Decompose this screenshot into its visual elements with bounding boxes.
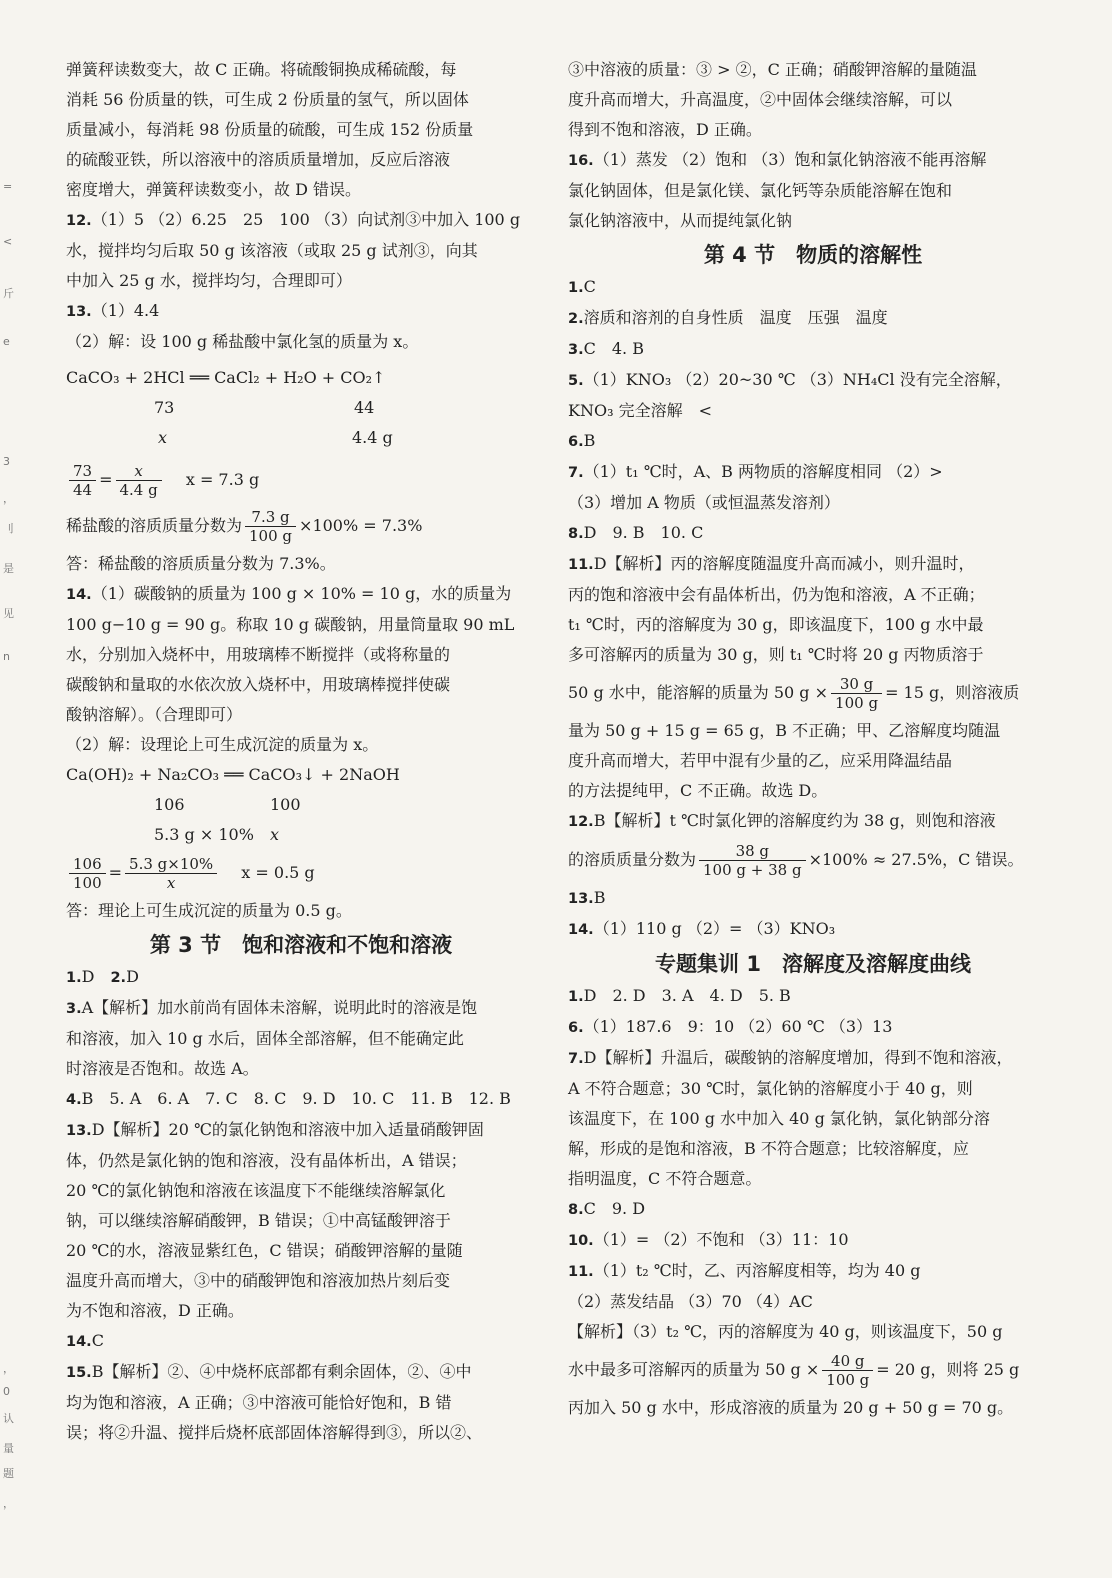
text-line <box>568 806 1058 837</box>
margin-mark: 刂 <box>3 522 14 535</box>
question-number: 1. <box>568 280 584 296</box>
line-text: C <box>583 277 596 296</box>
text-line <box>66 1115 536 1146</box>
question-number: 13. <box>66 1123 92 1139</box>
line-text: ③中溶液的质量：③ > ②，C 正确；硝酸钾溶解的量随温 <box>568 60 977 79</box>
text-line <box>568 549 1058 580</box>
text-line <box>568 396 1058 426</box>
q15-tail-q16 <box>568 55 1058 236</box>
line-text: 指明温度，C 不符合题意。 <box>568 1169 762 1188</box>
question-number: 13. <box>568 891 594 907</box>
question-number: 11. <box>568 1264 594 1280</box>
question-number: 6. <box>568 434 584 450</box>
answer-14: 答：理论上可生成沉淀的质量为 0.5 g。 <box>66 901 352 920</box>
eq14-mass-a: 106 <box>154 795 185 814</box>
question-number: 14. <box>66 1334 92 1350</box>
line-text: （1）蒸发 （2）饱和 （3）饱和氯化钠溶液不能再溶解 <box>593 150 987 169</box>
eq14-unknown-b: x <box>270 825 280 844</box>
line-text: 丙的饱和溶液中会有晶体析出，仍为饱和溶液，A 不正确； <box>568 585 985 604</box>
text-line <box>568 365 1058 396</box>
margin-mark: 题 <box>3 1467 14 1480</box>
line-text: B 5. A 6. A 7. C 8. C 9. D 10. C 11. B 12. B <box>81 1089 511 1108</box>
line-text: 水，分别加入烧杯中，用玻璃棒不断搅拌（或将称量的 <box>66 645 451 664</box>
line-text: 溶质和溶剂的自身性质 温度 压强 温度 <box>583 308 888 327</box>
text-line <box>66 205 536 236</box>
line-text: 解，形成的是饱和溶液，B 不符合题意；比较溶解度，应 <box>568 1139 969 1158</box>
question-number: 3. <box>568 342 584 358</box>
line-text: 钠，可以继续溶解硝酸钾，B 错误；①中高锰酸钾溶于 <box>66 1211 451 1230</box>
line-text: D 2. D 3. A 4. D 5. B <box>583 986 791 1005</box>
question-number: 3. <box>66 1001 82 1017</box>
margin-mark: 斤 <box>3 287 14 300</box>
line-text: 温度升高而增大，③中的硝酸钾饱和溶液加热片刻后变 <box>66 1271 451 1290</box>
text-line <box>66 175 536 205</box>
special-training-answers <box>568 981 1058 1347</box>
last-line: 丙加入 50 g 水中，形成溶液的质量为 20 g + 50 g = 70 g。 <box>568 1398 1014 1417</box>
text-line <box>568 1043 1058 1074</box>
q14 <box>66 579 536 760</box>
text-line <box>568 640 1058 670</box>
line-text: 中加入 25 g 水，搅拌均匀，合理即可） <box>66 271 352 290</box>
text-line <box>66 85 536 115</box>
section-4-answers <box>568 272 1058 670</box>
fraction-11: 50 g 水中，能溶解的质量为 50 g × $\frac{30 g}{100 g}$ = 15 g，则溶液质 <box>568 675 1020 712</box>
text-line <box>568 1317 1058 1347</box>
ratio-13: $\frac{73}{44}$ = $\frac{x}{4.4 g}$ x = 7.3 g <box>66 457 536 503</box>
line-text: B【解析】②、④中烧杯底部都有剩余固体，②、④中 <box>91 1362 472 1381</box>
margin-mark: 是 <box>3 562 14 575</box>
text-line <box>66 1146 536 1176</box>
margin-mark: = <box>3 180 13 193</box>
line-text: 的方法提纯甲，C 不正确。故选 D。 <box>568 781 828 800</box>
text-line <box>568 1012 1058 1043</box>
margin-mark: ， <box>3 1497 14 1510</box>
line-text: （1）110 g （2）= （3）KNO₃ <box>593 919 836 938</box>
text-line <box>66 962 536 993</box>
right-column <box>568 55 1058 1423</box>
question-number: 10. <box>568 1233 594 1249</box>
margin-mark: ， <box>3 492 14 505</box>
eq13-unknown-a: x <box>158 428 168 447</box>
text-line <box>66 700 536 730</box>
line-text: D <box>81 967 111 986</box>
margin-mark: n <box>3 650 10 663</box>
text-line <box>66 1054 536 1084</box>
line-text: C 9. D <box>583 1199 646 1218</box>
line-text: KNO₃ 完全溶解 < <box>568 401 712 420</box>
text-line <box>66 296 536 327</box>
margin-mark: ， <box>3 1362 14 1375</box>
equation-14-mass-rows <box>66 790 536 850</box>
question-number: 16. <box>568 153 594 169</box>
text-line <box>66 1357 536 1388</box>
line-text: 量为 50 g + 15 g = 65 g，B 不正确；甲、乙溶解度均随温 <box>568 721 1001 740</box>
line-text: 该温度下，在 100 g 水中加入 40 g 氯化钠，氯化钠部分溶 <box>568 1109 990 1128</box>
text-line <box>66 145 536 175</box>
text-line <box>66 730 536 760</box>
line-text: B <box>583 431 596 450</box>
margin-mark: 见 <box>3 607 14 620</box>
margin-mark: 量 <box>3 1442 14 1455</box>
equation-14: Ca(OH)₂ + Na₂CO₃ ══ CaCO₃↓ + 2NaOH <box>66 765 400 784</box>
fraction-12: 的溶质质量分数为 $\frac{38 g}{100 g + 38 g}$ ×100% ≈ 27.5%，C 错误。 <box>568 842 1024 879</box>
question-number: 6. <box>568 1020 584 1036</box>
section-3-answers <box>66 962 536 1448</box>
text-line <box>568 426 1058 457</box>
text-line <box>66 1266 536 1296</box>
eq14-mass-b: 100 <box>270 795 301 814</box>
eq13-unknown-b: 4.4 g <box>352 428 393 447</box>
question-number: 11. <box>568 557 594 573</box>
line-text: 【解析】（3）t₂ ℃，丙的溶解度为 40 g，则该温度下，50 g <box>568 1322 1003 1341</box>
fraction-z: 水中最多可溶解丙的质量为 50 g × $\frac{40 g}{100 g}$ = 20 g，则将 25 g <box>568 1352 1020 1389</box>
line-text: 酸钠溶解）。（合理即可） <box>66 705 243 724</box>
line-text: D【解析】20 ℃的氯化钠饱和溶液中加入适量硝酸钾固 <box>91 1120 484 1139</box>
special-training-heading: 专题集训 1 溶解度及溶解度曲线 <box>655 952 971 976</box>
text-line <box>66 1296 536 1326</box>
question-number: 14. <box>568 922 594 938</box>
line-text: 水，搅拌均匀后取 50 g 该溶液（或取 25 g 试剂③，向其 <box>66 241 478 260</box>
text-line <box>568 746 1058 776</box>
question-number: 12. <box>66 213 92 229</box>
eq13-mass-b: 44 <box>354 398 375 417</box>
q13-q14 <box>568 883 1058 945</box>
text-line <box>66 993 536 1024</box>
line-text: 密度增大，弹簧秤读数变小，故 D 错误。 <box>66 180 362 199</box>
text-line <box>568 206 1058 236</box>
section-4-heading: 第 4 节 物质的溶解性 <box>703 243 923 267</box>
text-line <box>568 1074 1058 1104</box>
text-line <box>568 1164 1058 1194</box>
line-text: （1）= （2）不饱和 （3）11：10 <box>593 1230 849 1249</box>
text-line <box>66 670 536 700</box>
line-text: （1）4.4 <box>91 301 160 320</box>
line-text: 误；将②升温、搅拌后烧杯底部固体溶解得到③，所以②、 <box>66 1423 483 1442</box>
question-number: 2. <box>110 970 127 986</box>
left-column <box>66 55 536 1448</box>
line-text: 碳酸钠和量取的水依次放入烧杯中，用玻璃棒搅拌使碳 <box>66 675 451 694</box>
question-number: 8. <box>568 1202 584 1218</box>
text-line <box>568 716 1058 746</box>
eq14-unknown-a: 5.3 g × 10% <box>154 825 254 844</box>
q11-tail-and-q12-q13 <box>66 55 536 357</box>
text-line <box>568 1287 1058 1317</box>
text-line <box>66 1024 536 1054</box>
line-text: t₁ ℃时，丙的溶解度为 30 g，即该温度下，100 g 水中最 <box>568 615 984 634</box>
question-number: 12. <box>568 814 594 830</box>
line-text: 为不饱和溶液，D 正确。 <box>66 1301 244 1320</box>
text-line <box>66 610 536 640</box>
line-text: 度升高而增大，若甲中混有少量的乙，应采用降温结晶 <box>568 751 953 770</box>
margin-mark: < <box>3 235 13 248</box>
text-line <box>66 55 536 85</box>
text-line <box>66 1084 536 1115</box>
text-line <box>66 1176 536 1206</box>
line-text: （3）增加 A 物质（或恒温蒸发溶剂） <box>568 493 840 512</box>
text-line <box>568 1194 1058 1225</box>
question-number: 15. <box>66 1365 92 1381</box>
line-text: 得到不饱和溶液，D 正确。 <box>568 120 762 139</box>
line-text: （1）187.6 9：10 （2）60 ℃ （3）13 <box>583 1017 893 1036</box>
line-text: D【解析】丙的溶解度随温度升高而减小，则升温时， <box>593 554 975 573</box>
text-line <box>66 115 536 145</box>
text-line <box>568 85 1058 115</box>
equation-13-mass-rows <box>66 393 536 453</box>
text-line <box>568 914 1058 945</box>
text-line <box>568 776 1058 806</box>
text-line <box>568 303 1058 334</box>
question-number: 13. <box>66 304 92 320</box>
line-text: 度升高而增大，升高温度，②中固体会继续溶解，可以 <box>568 90 953 109</box>
text-line <box>66 236 536 266</box>
line-text: 时溶液是否饱和。故选 A。 <box>66 1059 259 1078</box>
question-number: 14. <box>66 587 92 603</box>
text-line <box>568 457 1058 488</box>
margin-mark: 3 <box>3 455 10 468</box>
line-text: 100 g−10 g = 90 g。称取 10 g 碳酸钠，用量筒量取 90 mL <box>66 615 515 634</box>
text-line <box>568 610 1058 640</box>
line-text: （1）KNO₃ （2）20~30 ℃ （3）NH₄Cl 没有完全溶解， <box>583 370 1012 389</box>
line-text: （1）t₂ ℃时，乙、丙溶解度相等，均为 40 g <box>593 1261 921 1280</box>
line-text: 20 ℃的氯化钠饱和溶液在该温度下不能继续溶解氯化 <box>66 1181 446 1200</box>
text-line <box>568 1134 1058 1164</box>
line-text: 和溶液，加入 10 g 水后，固体全部溶解，但不能确定此 <box>66 1029 464 1048</box>
text-line <box>66 1388 536 1418</box>
section-3-heading: 第 3 节 饱和溶液和不饱和溶液 <box>149 933 453 957</box>
text-line <box>568 145 1058 176</box>
margin-mark: 认 <box>3 1412 14 1425</box>
answer-13: 答：稀盐酸的溶质质量分数为 7.3%。 <box>66 554 336 573</box>
line-text: 消耗 56 份质量的铁，可生成 2 份质量的氢气，所以固体 <box>66 90 469 109</box>
line-text: D【解析】升温后，碳酸钠的溶解度增加，得到不饱和溶液， <box>583 1048 1013 1067</box>
text-line <box>66 266 536 296</box>
line-text: （2）解：设理论上可生成沉淀的质量为 x。 <box>66 735 379 754</box>
text-line <box>66 327 536 357</box>
line-text: C 4. B <box>583 339 644 358</box>
fraction-13: 稀盐酸的溶质质量分数为 $\frac{7.3 g}{100 g}$ ×100% = 7.3% <box>66 508 423 545</box>
ratio-14: $\frac{106}{100}$ = $\frac{5.3 g\times 10\%}{x}$ x = 0.5 g <box>66 850 536 896</box>
text-line <box>568 176 1058 206</box>
margin-mark: 0 <box>3 1385 10 1398</box>
text-line <box>568 580 1058 610</box>
line-text: （1）t₁ ℃时，A、B 两物质的溶解度相同 （2）> <box>583 462 943 481</box>
line-text: 质量减小，每消耗 98 份质量的硫酸，可生成 152 份质量 <box>66 120 474 139</box>
text-line <box>66 640 536 670</box>
text-line <box>568 55 1058 85</box>
line-text: D 9. B 10. C <box>583 523 704 542</box>
question-number: 7. <box>568 465 584 481</box>
left-margin-marks <box>0 0 20 1578</box>
question-number: 2. <box>568 311 584 327</box>
text-line <box>66 1236 536 1266</box>
text-line <box>66 579 536 610</box>
question-number: 7. <box>568 1051 584 1067</box>
text-line <box>568 272 1058 303</box>
question-number: 5. <box>568 373 584 389</box>
eq13-mass-a: 73 <box>154 398 175 417</box>
line-text: （2）蒸发结晶 （3）70 （4）AC <box>568 1292 813 1311</box>
line-text: （2）解：设 100 g 稀盐酸中氯化氢的质量为 x。 <box>66 332 419 351</box>
line-text: 弹簧秤读数变大，故 C 正确。将硫酸铜换成稀硫酸，每 <box>66 60 457 79</box>
text-line <box>568 1104 1058 1134</box>
text-line <box>568 488 1058 518</box>
text-line <box>66 1418 536 1448</box>
text-line <box>568 518 1058 549</box>
text-line <box>568 1256 1058 1287</box>
line-text: 多可溶解丙的质量为 30 g，则 t₁ ℃时将 20 g 丙物质溶于 <box>568 645 984 664</box>
line-text: D <box>126 967 139 986</box>
line-text: B【解析】t ℃时氯化钾的溶解度约为 38 g，则饱和溶液 <box>593 811 996 830</box>
question-number: 1. <box>568 989 584 1005</box>
line-text: C <box>91 1331 104 1350</box>
equation-13: CaCO₃ + 2HCl ══ CaCl₂ + H₂O + CO₂↑ <box>66 368 386 387</box>
text-line <box>568 1225 1058 1256</box>
question-number: 1. <box>66 970 82 986</box>
margin-mark: e <box>3 335 10 348</box>
line-text: 20 ℃的水，溶液显紫红色，C 错误；硝酸钾溶解的量随 <box>66 1241 463 1260</box>
line-text: 氯化钠溶液中，从而提纯氯化钠 <box>568 211 793 230</box>
q11-tail-q12 <box>568 716 1058 837</box>
line-text: B <box>593 888 606 907</box>
text-line <box>568 883 1058 914</box>
line-text: A【解析】加水前尚有固体未溶解，说明此时的溶液是饱 <box>81 998 478 1017</box>
line-text: （1）碳酸钠的质量为 100 g × 10% = 10 g，水的质量为 <box>91 584 512 603</box>
text-line <box>66 1326 536 1357</box>
line-text: （1）5 （2）6.25 25 100 （3）向试剂③中加入 100 g <box>91 210 521 229</box>
text-line <box>568 334 1058 365</box>
line-text: 的硫酸亚铁，所以溶液中的溶质质量增加，反应后溶液 <box>66 150 451 169</box>
text-line <box>568 981 1058 1012</box>
line-text: 氯化钠固体，但是氯化镁、氯化钙等杂质能溶解在饱和 <box>568 181 953 200</box>
question-number: 4. <box>66 1092 82 1108</box>
text-line <box>66 1206 536 1236</box>
line-text: A 不符合题意；30 ℃时，氯化钠的溶解度小于 40 g，则 <box>568 1079 973 1098</box>
question-number: 8. <box>568 526 584 542</box>
text-line <box>568 115 1058 145</box>
line-text: 均为饱和溶液，A 正确；③中溶液可能恰好饱和，B 错 <box>66 1393 452 1412</box>
line-text: 体，仍然是氯化钠的饱和溶液，没有晶体析出，A 错误； <box>66 1151 467 1170</box>
